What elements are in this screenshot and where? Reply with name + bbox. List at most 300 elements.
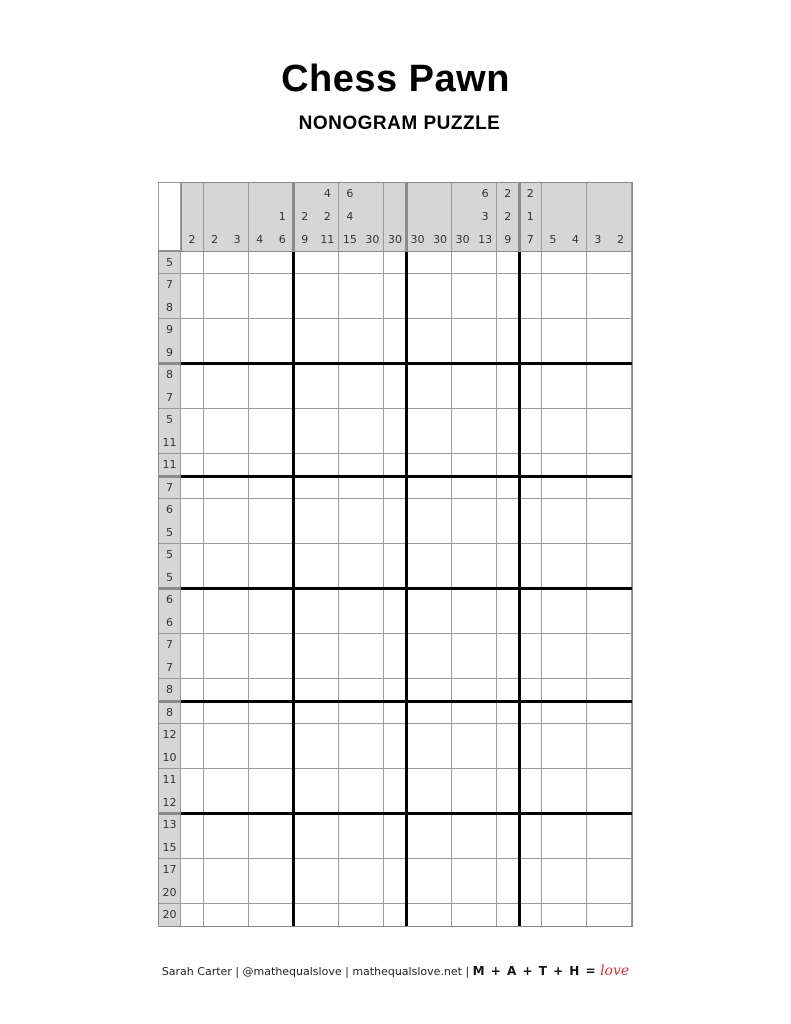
grid-cell[interactable] — [429, 769, 452, 792]
grid-cell[interactable] — [474, 454, 497, 477]
grid-cell[interactable] — [316, 881, 339, 904]
grid-cell[interactable] — [542, 341, 565, 364]
grid-cell[interactable] — [339, 724, 362, 747]
grid-cell[interactable] — [564, 319, 587, 342]
grid-cell[interactable] — [249, 634, 272, 657]
grid-cell[interactable] — [542, 454, 565, 477]
grid-cell[interactable] — [497, 634, 520, 657]
grid-cell[interactable] — [519, 251, 542, 274]
grid-cell[interactable] — [452, 251, 475, 274]
grid-cell[interactable] — [361, 544, 384, 567]
grid-cell[interactable] — [294, 431, 317, 454]
grid-cell[interactable] — [271, 364, 294, 387]
grid-cell[interactable] — [361, 814, 384, 837]
grid-cell[interactable] — [587, 566, 610, 589]
grid-cell[interactable] — [249, 319, 272, 342]
grid-cell[interactable] — [407, 499, 430, 522]
grid-cell[interactable] — [339, 859, 362, 882]
grid-cell[interactable] — [542, 814, 565, 837]
grid-cell[interactable] — [204, 409, 227, 432]
grid-cell[interactable] — [294, 566, 317, 589]
grid-cell[interactable] — [181, 814, 204, 837]
grid-cell[interactable] — [474, 724, 497, 747]
grid-cell[interactable] — [249, 836, 272, 859]
grid-cell[interactable] — [271, 656, 294, 679]
grid-cell[interactable] — [271, 746, 294, 769]
grid-cell[interactable] — [497, 836, 520, 859]
grid-cell[interactable] — [407, 521, 430, 544]
grid-cell[interactable] — [384, 814, 407, 837]
grid-cell[interactable] — [316, 386, 339, 409]
grid-cell[interactable] — [429, 836, 452, 859]
grid-cell[interactable] — [316, 319, 339, 342]
grid-cell[interactable] — [226, 859, 249, 882]
grid-cell[interactable] — [204, 769, 227, 792]
grid-cell[interactable] — [204, 589, 227, 612]
grid-cell[interactable] — [564, 251, 587, 274]
grid-cell[interactable] — [407, 319, 430, 342]
grid-cell[interactable] — [497, 611, 520, 634]
grid-cell[interactable] — [564, 859, 587, 882]
grid-cell[interactable] — [452, 836, 475, 859]
grid-cell[interactable] — [204, 476, 227, 499]
grid-cell[interactable] — [271, 499, 294, 522]
grid-cell[interactable] — [609, 499, 632, 522]
grid-cell[interactable] — [407, 656, 430, 679]
grid-cell[interactable] — [316, 499, 339, 522]
grid-cell[interactable] — [384, 341, 407, 364]
grid-cell[interactable] — [429, 814, 452, 837]
grid-cell[interactable] — [587, 386, 610, 409]
grid-cell[interactable] — [429, 904, 452, 927]
grid-cell[interactable] — [609, 859, 632, 882]
grid-cell[interactable] — [407, 341, 430, 364]
grid-cell[interactable] — [497, 791, 520, 814]
grid-cell[interactable] — [542, 589, 565, 612]
grid-cell[interactable] — [361, 791, 384, 814]
grid-cell[interactable] — [587, 251, 610, 274]
grid-cell[interactable] — [609, 364, 632, 387]
grid-cell[interactable] — [339, 476, 362, 499]
grid-cell[interactable] — [609, 431, 632, 454]
grid-cell[interactable] — [564, 904, 587, 927]
grid-cell[interactable] — [181, 724, 204, 747]
grid-cell[interactable] — [294, 589, 317, 612]
grid-cell[interactable] — [519, 859, 542, 882]
grid-cell[interactable] — [316, 341, 339, 364]
grid-cell[interactable] — [361, 589, 384, 612]
grid-cell[interactable] — [452, 341, 475, 364]
grid-cell[interactable] — [339, 566, 362, 589]
grid-cell[interactable] — [226, 251, 249, 274]
grid-cell[interactable] — [316, 476, 339, 499]
grid-cell[interactable] — [407, 476, 430, 499]
grid-cell[interactable] — [407, 589, 430, 612]
grid-cell[interactable] — [361, 319, 384, 342]
grid-cell[interactable] — [361, 746, 384, 769]
grid-cell[interactable] — [474, 499, 497, 522]
grid-cell[interactable] — [271, 566, 294, 589]
grid-cell[interactable] — [204, 274, 227, 297]
grid-cell[interactable] — [204, 656, 227, 679]
grid-cell[interactable] — [542, 724, 565, 747]
grid-cell[interactable] — [204, 566, 227, 589]
grid-cell[interactable] — [609, 611, 632, 634]
grid-cell[interactable] — [294, 746, 317, 769]
grid-cell[interactable] — [564, 454, 587, 477]
grid-cell[interactable] — [474, 544, 497, 567]
grid-cell[interactable] — [271, 904, 294, 927]
grid-cell[interactable] — [429, 544, 452, 567]
grid-cell[interactable] — [294, 521, 317, 544]
grid-cell[interactable] — [474, 634, 497, 657]
grid-cell[interactable] — [564, 769, 587, 792]
grid-cell[interactable] — [361, 364, 384, 387]
grid-cell[interactable] — [294, 251, 317, 274]
grid-cell[interactable] — [271, 859, 294, 882]
grid-cell[interactable] — [497, 589, 520, 612]
grid-cell[interactable] — [384, 881, 407, 904]
grid-cell[interactable] — [294, 544, 317, 567]
grid-cell[interactable] — [474, 521, 497, 544]
grid-cell[interactable] — [587, 791, 610, 814]
grid-cell[interactable] — [519, 274, 542, 297]
grid-cell[interactable] — [226, 454, 249, 477]
grid-cell[interactable] — [361, 701, 384, 724]
grid-cell[interactable] — [226, 296, 249, 319]
grid-cell[interactable] — [226, 341, 249, 364]
grid-cell[interactable] — [474, 881, 497, 904]
grid-cell[interactable] — [384, 611, 407, 634]
grid-cell[interactable] — [452, 724, 475, 747]
grid-cell[interactable] — [609, 274, 632, 297]
grid-cell[interactable] — [339, 611, 362, 634]
grid-cell[interactable] — [316, 409, 339, 432]
grid-cell[interactable] — [474, 409, 497, 432]
grid-cell[interactable] — [407, 454, 430, 477]
grid-cell[interactable] — [519, 634, 542, 657]
grid-cell[interactable] — [316, 701, 339, 724]
grid-cell[interactable] — [452, 499, 475, 522]
grid-cell[interactable] — [294, 701, 317, 724]
grid-cell[interactable] — [316, 544, 339, 567]
grid-cell[interactable] — [294, 274, 317, 297]
grid-cell[interactable] — [429, 859, 452, 882]
grid-cell[interactable] — [542, 566, 565, 589]
grid-cell[interactable] — [316, 431, 339, 454]
grid-cell[interactable] — [452, 274, 475, 297]
grid-cell[interactable] — [497, 319, 520, 342]
grid-cell[interactable] — [316, 521, 339, 544]
grid-cell[interactable] — [226, 791, 249, 814]
grid-cell[interactable] — [361, 566, 384, 589]
grid-cell[interactable] — [474, 904, 497, 927]
grid-cell[interactable] — [316, 634, 339, 657]
grid-cell[interactable] — [542, 769, 565, 792]
grid-cell[interactable] — [384, 386, 407, 409]
grid-cell[interactable] — [407, 634, 430, 657]
grid-cell[interactable] — [609, 476, 632, 499]
grid-cell[interactable] — [294, 364, 317, 387]
grid-cell[interactable] — [519, 589, 542, 612]
grid-cell[interactable] — [519, 409, 542, 432]
grid-cell[interactable] — [564, 544, 587, 567]
grid-cell[interactable] — [429, 251, 452, 274]
grid-cell[interactable] — [384, 454, 407, 477]
grid-cell[interactable] — [294, 454, 317, 477]
grid-cell[interactable] — [429, 656, 452, 679]
grid-cell[interactable] — [384, 409, 407, 432]
grid-cell[interactable] — [609, 656, 632, 679]
grid-cell[interactable] — [226, 724, 249, 747]
grid-cell[interactable] — [249, 566, 272, 589]
grid-cell[interactable] — [226, 364, 249, 387]
grid-cell[interactable] — [204, 431, 227, 454]
grid-cell[interactable] — [204, 341, 227, 364]
grid-cell[interactable] — [587, 656, 610, 679]
grid-cell[interactable] — [587, 476, 610, 499]
grid-cell[interactable] — [452, 589, 475, 612]
grid-cell[interactable] — [542, 611, 565, 634]
grid-cell[interactable] — [339, 409, 362, 432]
grid-cell[interactable] — [429, 881, 452, 904]
grid-cell[interactable] — [181, 859, 204, 882]
grid-cell[interactable] — [384, 836, 407, 859]
grid-cell[interactable] — [497, 431, 520, 454]
grid-cell[interactable] — [361, 409, 384, 432]
grid-cell[interactable] — [361, 679, 384, 702]
grid-cell[interactable] — [497, 566, 520, 589]
grid-cell[interactable] — [564, 274, 587, 297]
grid-cell[interactable] — [339, 656, 362, 679]
grid-cell[interactable] — [316, 859, 339, 882]
grid-cell[interactable] — [339, 319, 362, 342]
grid-cell[interactable] — [542, 836, 565, 859]
grid-cell[interactable] — [339, 499, 362, 522]
grid-cell[interactable] — [609, 566, 632, 589]
grid-cell[interactable] — [271, 431, 294, 454]
grid-cell[interactable] — [181, 836, 204, 859]
grid-cell[interactable] — [181, 364, 204, 387]
grid-cell[interactable] — [294, 836, 317, 859]
grid-cell[interactable] — [452, 746, 475, 769]
grid-cell[interactable] — [587, 521, 610, 544]
grid-cell[interactable] — [564, 791, 587, 814]
grid-cell[interactable] — [361, 611, 384, 634]
grid-cell[interactable] — [181, 296, 204, 319]
grid-cell[interactable] — [384, 521, 407, 544]
grid-cell[interactable] — [564, 679, 587, 702]
grid-cell[interactable] — [564, 836, 587, 859]
grid-cell[interactable] — [609, 251, 632, 274]
grid-cell[interactable] — [204, 679, 227, 702]
grid-cell[interactable] — [587, 881, 610, 904]
grid-cell[interactable] — [564, 701, 587, 724]
grid-cell[interactable] — [542, 904, 565, 927]
grid-cell[interactable] — [474, 701, 497, 724]
grid-cell[interactable] — [294, 859, 317, 882]
grid-cell[interactable] — [452, 611, 475, 634]
grid-cell[interactable] — [429, 431, 452, 454]
grid-cell[interactable] — [519, 814, 542, 837]
grid-cell[interactable] — [271, 386, 294, 409]
grid-cell[interactable] — [542, 679, 565, 702]
grid-cell[interactable] — [361, 634, 384, 657]
grid-cell[interactable] — [181, 611, 204, 634]
grid-cell[interactable] — [587, 904, 610, 927]
grid-cell[interactable] — [542, 409, 565, 432]
grid-cell[interactable] — [339, 454, 362, 477]
grid-cell[interactable] — [226, 679, 249, 702]
grid-cell[interactable] — [271, 769, 294, 792]
grid-cell[interactable] — [204, 746, 227, 769]
grid-cell[interactable] — [609, 769, 632, 792]
grid-cell[interactable] — [181, 431, 204, 454]
grid-cell[interactable] — [429, 791, 452, 814]
grid-cell[interactable] — [429, 746, 452, 769]
grid-cell[interactable] — [181, 634, 204, 657]
grid-cell[interactable] — [271, 251, 294, 274]
grid-cell[interactable] — [587, 364, 610, 387]
grid-cell[interactable] — [519, 656, 542, 679]
grid-cell[interactable] — [564, 499, 587, 522]
grid-cell[interactable] — [181, 476, 204, 499]
grid-cell[interactable] — [226, 611, 249, 634]
grid-cell[interactable] — [497, 746, 520, 769]
grid-cell[interactable] — [204, 319, 227, 342]
grid-cell[interactable] — [339, 881, 362, 904]
grid-cell[interactable] — [181, 656, 204, 679]
grid-cell[interactable] — [497, 881, 520, 904]
grid-cell[interactable] — [316, 274, 339, 297]
grid-cell[interactable] — [452, 544, 475, 567]
grid-cell[interactable] — [316, 589, 339, 612]
grid-cell[interactable] — [249, 791, 272, 814]
grid-cell[interactable] — [384, 431, 407, 454]
grid-cell[interactable] — [519, 769, 542, 792]
grid-cell[interactable] — [474, 364, 497, 387]
grid-cell[interactable] — [271, 611, 294, 634]
grid-cell[interactable] — [452, 656, 475, 679]
grid-cell[interactable] — [181, 701, 204, 724]
grid-cell[interactable] — [339, 386, 362, 409]
grid-cell[interactable] — [384, 769, 407, 792]
grid-cell[interactable] — [497, 859, 520, 882]
grid-cell[interactable] — [474, 341, 497, 364]
grid-cell[interactable] — [384, 319, 407, 342]
grid-cell[interactable] — [609, 341, 632, 364]
grid-cell[interactable] — [226, 589, 249, 612]
grid-cell[interactable] — [249, 476, 272, 499]
grid-cell[interactable] — [361, 521, 384, 544]
grid-cell[interactable] — [587, 454, 610, 477]
grid-cell[interactable] — [339, 296, 362, 319]
grid-cell[interactable] — [519, 386, 542, 409]
grid-cell[interactable] — [294, 476, 317, 499]
grid-cell[interactable] — [271, 341, 294, 364]
grid-cell[interactable] — [294, 611, 317, 634]
grid-cell[interactable] — [429, 319, 452, 342]
grid-cell[interactable] — [181, 544, 204, 567]
grid-cell[interactable] — [226, 881, 249, 904]
grid-cell[interactable] — [271, 814, 294, 837]
grid-cell[interactable] — [384, 476, 407, 499]
grid-cell[interactable] — [294, 499, 317, 522]
grid-cell[interactable] — [204, 701, 227, 724]
grid-cell[interactable] — [587, 701, 610, 724]
grid-cell[interactable] — [497, 814, 520, 837]
grid-cell[interactable] — [271, 319, 294, 342]
grid-cell[interactable] — [384, 746, 407, 769]
grid-cell[interactable] — [587, 431, 610, 454]
grid-cell[interactable] — [181, 589, 204, 612]
grid-cell[interactable] — [542, 274, 565, 297]
grid-cell[interactable] — [181, 904, 204, 927]
grid-cell[interactable] — [361, 431, 384, 454]
grid-cell[interactable] — [474, 791, 497, 814]
grid-cell[interactable] — [384, 791, 407, 814]
grid-cell[interactable] — [226, 386, 249, 409]
grid-cell[interactable] — [519, 836, 542, 859]
grid-cell[interactable] — [587, 814, 610, 837]
grid-cell[interactable] — [452, 319, 475, 342]
grid-cell[interactable] — [181, 499, 204, 522]
grid-cell[interactable] — [429, 634, 452, 657]
grid-cell[interactable] — [609, 746, 632, 769]
grid-cell[interactable] — [316, 296, 339, 319]
grid-cell[interactable] — [542, 364, 565, 387]
grid-cell[interactable] — [226, 476, 249, 499]
grid-cell[interactable] — [249, 454, 272, 477]
grid-cell[interactable] — [339, 904, 362, 927]
grid-cell[interactable] — [339, 251, 362, 274]
grid-cell[interactable] — [384, 499, 407, 522]
grid-cell[interactable] — [497, 274, 520, 297]
grid-cell[interactable] — [316, 566, 339, 589]
grid-cell[interactable] — [542, 386, 565, 409]
grid-cell[interactable] — [181, 274, 204, 297]
grid-cell[interactable] — [271, 679, 294, 702]
grid-cell[interactable] — [226, 904, 249, 927]
grid-cell[interactable] — [609, 904, 632, 927]
grid-cell[interactable] — [564, 589, 587, 612]
grid-cell[interactable] — [407, 566, 430, 589]
grid-cell[interactable] — [564, 409, 587, 432]
grid-cell[interactable] — [474, 859, 497, 882]
grid-cell[interactable] — [181, 409, 204, 432]
grid-cell[interactable] — [429, 679, 452, 702]
grid-cell[interactable] — [226, 769, 249, 792]
grid-cell[interactable] — [474, 274, 497, 297]
grid-cell[interactable] — [542, 499, 565, 522]
grid-cell[interactable] — [361, 296, 384, 319]
grid-cell[interactable] — [564, 364, 587, 387]
grid-cell[interactable] — [384, 724, 407, 747]
grid-cell[interactable] — [452, 409, 475, 432]
grid-cell[interactable] — [361, 454, 384, 477]
grid-cell[interactable] — [316, 814, 339, 837]
grid-cell[interactable] — [226, 746, 249, 769]
grid-cell[interactable] — [474, 746, 497, 769]
grid-cell[interactable] — [497, 296, 520, 319]
grid-cell[interactable] — [226, 319, 249, 342]
grid-cell[interactable] — [564, 476, 587, 499]
grid-cell[interactable] — [249, 611, 272, 634]
grid-cell[interactable] — [564, 634, 587, 657]
grid-cell[interactable] — [519, 454, 542, 477]
grid-cell[interactable] — [316, 836, 339, 859]
grid-cell[interactable] — [204, 364, 227, 387]
